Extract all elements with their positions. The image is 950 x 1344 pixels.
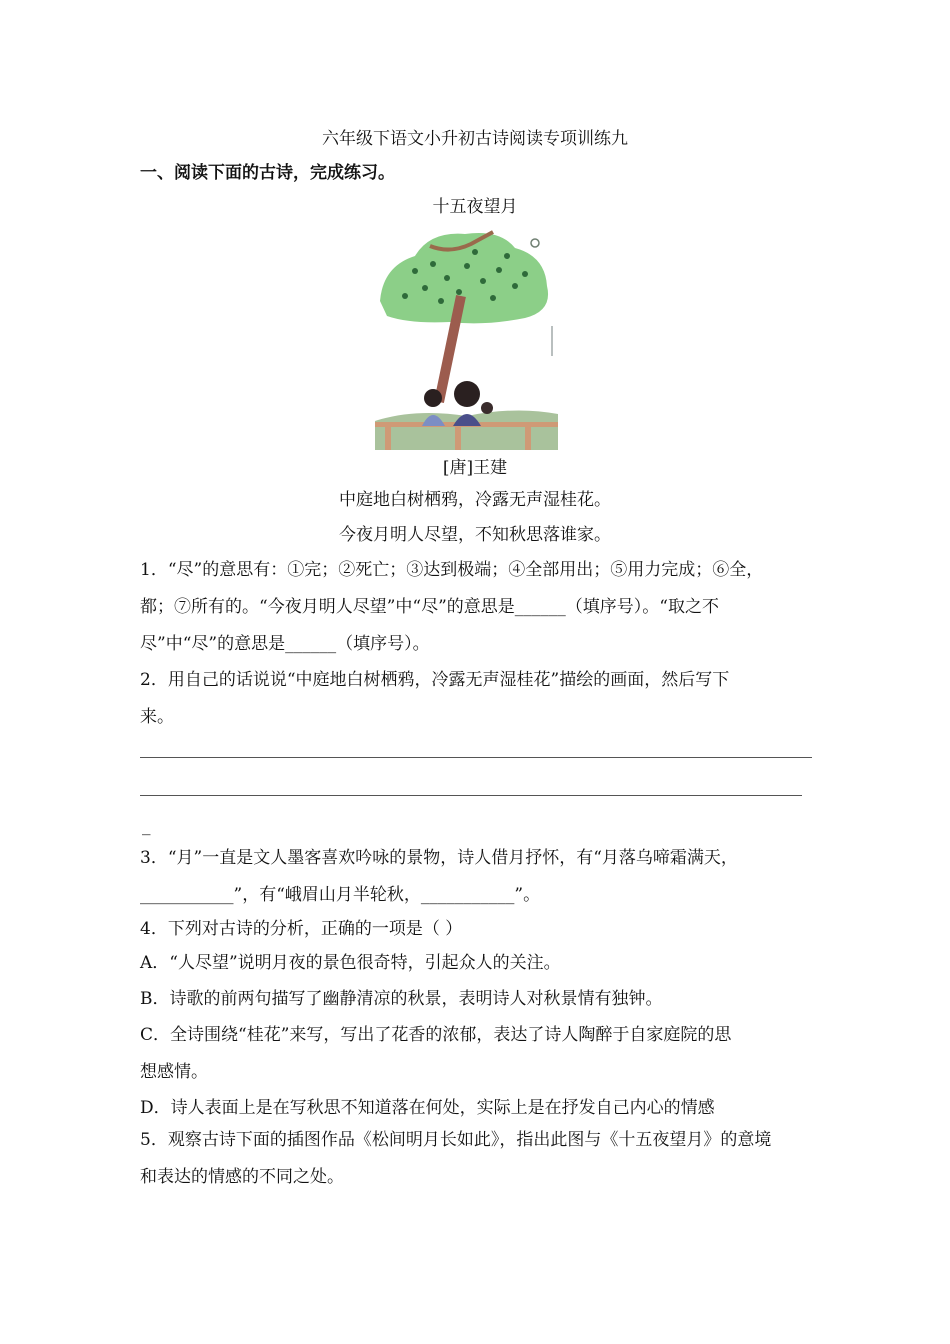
question-1-line-3: 尽”中“尽”的意思是______（填序号）。 xyxy=(140,634,430,654)
question-4-option-b: B．诗歌的前两句描写了幽静清凉的秋景，表明诗人对秋景情有独钟。 xyxy=(140,989,663,1009)
question-4-option-c-line-1: C．全诗围绕“桂花”来写，写出了花香的浓郁，表达了诗人陶醉于自家庭院的思 xyxy=(140,1025,732,1045)
poem-illustration xyxy=(375,226,558,450)
poem-line-2: 今夜月明人尽望，不知秋思落谁家。 xyxy=(339,525,611,545)
question-5-line-2: 和表达的情感的不同之处。 xyxy=(140,1167,344,1187)
question-4-option-a: A．“人尽望”说明月夜的景色很奇特，引起众人的关注。 xyxy=(140,953,561,973)
document-title: 六年级下语文小升初古诗阅读专项训练九 xyxy=(322,129,628,149)
section-heading: 一、阅读下面的古诗，完成练习。 xyxy=(140,163,395,183)
answer-line-dash: _ xyxy=(142,816,151,836)
answer-line-1[interactable] xyxy=(140,757,812,758)
question-4-option-c-line-2: 想感情。 xyxy=(140,1062,208,1082)
question-4-option-d: D．诗人表面上是在写秋思不知道落在何处，实际上是在抒发自己内心的情感 xyxy=(140,1098,715,1118)
poem-title: 十五夜望月 xyxy=(432,197,518,217)
poem-author: [唐]王建 xyxy=(442,458,508,478)
question-2-line-1: 2．用自己的话说说“中庭地白树栖鸦，冷露无声湿桂花”描绘的画面，然后写下 xyxy=(140,670,730,690)
answer-line-2[interactable] xyxy=(140,795,802,796)
question-1-line-2: 都；⑦所有的。“今夜月明人尽望”中“尽”的意思是______（填序号）。“取之不 xyxy=(140,597,719,617)
question-5-line-1: 5．观察古诗下面的插图作品《松间明月长如此》，指出此图与《十五夜望月》的意境 xyxy=(140,1130,772,1150)
question-2-line-2: 来。 xyxy=(140,707,174,727)
question-4-stem: 4．下列对古诗的分析，正确的一项是（ ） xyxy=(140,919,463,939)
question-3-line-1: 3．“月”一直是文人墨客喜欢吟咏的景物，诗人借月抒怀，有“月落乌啼霜满天， xyxy=(140,848,738,868)
poem-line-1: 中庭地白树栖鸦，冷露无声湿桂花。 xyxy=(339,490,611,510)
question-3-line-2: ___________”，有“峨眉山月半轮秋，___________”。 xyxy=(140,885,541,905)
question-1-line-1: 1．“尽”的意思有：①完；②死亡；③达到极端；④全部用出；⑤用力完成；⑥全， xyxy=(140,560,764,580)
